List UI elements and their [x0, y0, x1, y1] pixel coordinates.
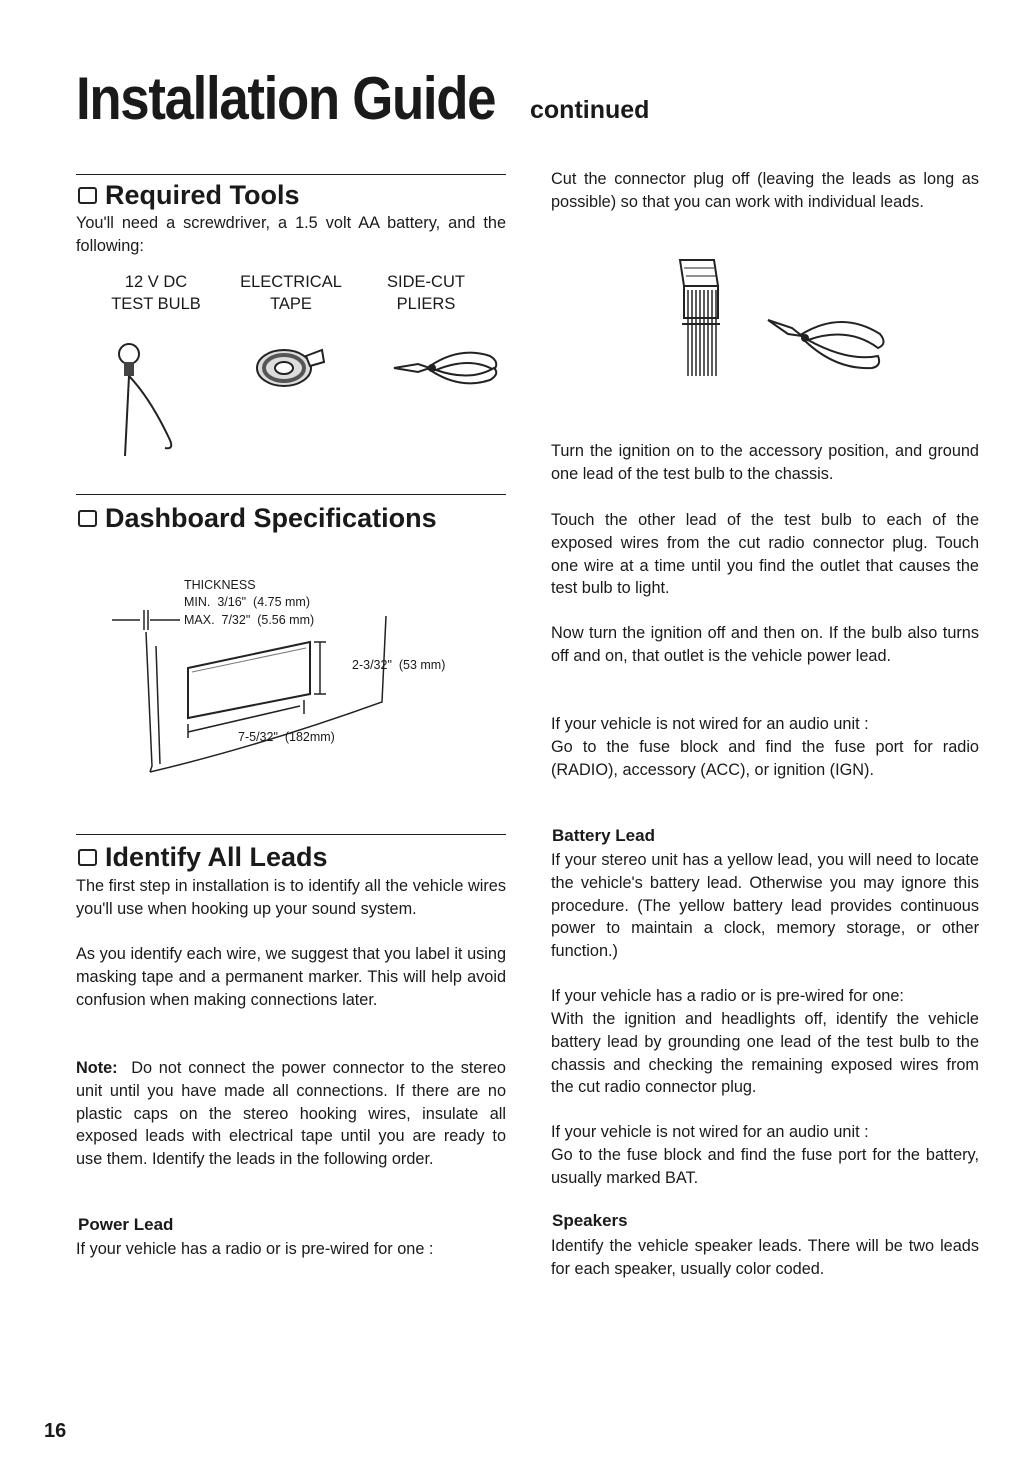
tool-label-line: TAPE	[270, 295, 312, 313]
thickness-max: MAX. 7/32" (5.56 mm)	[184, 613, 315, 627]
power-lead-heading: Power Lead	[78, 1215, 174, 1234]
touch-paragraph: Touch the other lead of the test bulb to each of the exposed wires from the cut radio connector plug. Touch one wire at a time until you find the outlet that causes the test bulb to light.	[551, 511, 979, 598]
now-paragraph: Now turn the ignition off and then on. If the bulb also turns off and on, that outlet is the vehicle power lead.	[551, 624, 979, 665]
required-tools-text: You'll need a screwdriver, a 1.5 volt AA battery, and the following:	[76, 214, 506, 255]
identify-paragraph-1: The first step in installation is to identify all the vehicle wires you'll use when hooking up your sound system.	[76, 877, 506, 918]
with-ignition-paragraph: With the ignition and headlights off, identify the vehicle battery lead by grounding one lead of the test bulb to the chassis and checking the remaining exposed wires from the cut radio connector plug.	[551, 1010, 979, 1097]
fuse-paragraph-1: Go to the fuse block and find the fuse port for radio (RADIO), accessory (ACC), or ignition (IGN).	[551, 738, 979, 779]
dashboard-heading	[78, 503, 437, 534]
thickness-min: MIN. 3/16" (4.75 mm)	[184, 595, 310, 609]
required-tools-title: Required Tools	[105, 180, 300, 210]
power-lead-text: If your vehicle has a radio or is pre-wired for one :	[76, 1240, 434, 1258]
section-rule	[76, 834, 506, 835]
dashboard-title: Dashboard Specifications	[105, 503, 437, 533]
fuse-paragraph-2: Go to the fuse block and find the fuse port for the battery, usually marked BAT.	[551, 1146, 979, 1187]
tool-label-test-bulb	[100, 271, 212, 315]
tool-label-pliers	[374, 271, 478, 315]
required-tools-heading	[78, 180, 300, 211]
pliers-icon	[390, 342, 502, 394]
section-rule	[76, 494, 506, 495]
width-dimension: 7-5/32" (182mm)	[238, 730, 335, 744]
tool-label-line: TEST BULB	[111, 295, 201, 313]
tool-label-electrical-tape	[228, 271, 354, 315]
note-text: Do not connect the power connector to the stereo unit until you have made all connections. If there are no plastic caps on the stereo hooking wires, insulate all exposed leads with electrical tape until you are ready to use them. Identify the leads in the following order.	[76, 1059, 506, 1169]
checkbox-icon	[78, 849, 97, 866]
page-number: 16	[44, 1420, 67, 1442]
identify-heading	[78, 842, 328, 873]
tool-label-line: 12 V DC	[124, 273, 188, 291]
not-wired-line-1: If your vehicle is not wired for an audio unit :	[551, 715, 869, 733]
pre-wired-line: If your vehicle has a radio or is pre-wired for one:	[551, 987, 904, 1005]
electrical-tape-icon	[254, 342, 330, 390]
battery-paragraph: If your stereo unit has a yellow lead, you will need to locate the vehicle's battery lead. Otherwise you may ignore this procedure. (The yellow battery lead provides continuous power to maintain a clock, memory storage, or other function.)	[551, 851, 979, 961]
section-rule	[76, 174, 506, 175]
battery-lead-heading: Battery Lead	[552, 826, 655, 845]
checkbox-icon	[78, 187, 97, 204]
tool-label-line: PLIERS	[396, 295, 456, 313]
title-continued: continued	[530, 96, 650, 124]
note-paragraph	[76, 1057, 506, 1171]
not-wired-line-2: If your vehicle is not wired for an audio unit :	[551, 1123, 869, 1141]
identify-title: Identify All Leads	[105, 842, 328, 872]
identify-paragraph-2: As you identify each wire, we suggest that you label it using masking tape and a permanent marker. This will help avoid confusion when making connections later.	[76, 945, 506, 1009]
speakers-heading: Speakers	[552, 1211, 628, 1230]
thickness-label: THICKNESS	[184, 578, 256, 592]
tool-label-line: SIDE-CUT	[387, 273, 465, 291]
pliers-icon	[762, 306, 890, 378]
connector-plug-icon	[674, 256, 724, 380]
note-label: Note:	[76, 1059, 118, 1077]
cut-paragraph: Cut the connector plug off (leaving the leads as long as possible) so that you can work with individual leads.	[551, 170, 979, 211]
speakers-paragraph: Identify the vehicle speaker leads. There will be two leads for each speaker, usually color coded.	[551, 1237, 979, 1278]
test-bulb-icon	[105, 338, 185, 460]
checkbox-icon	[78, 510, 97, 527]
tool-label-line: ELECTRICAL	[240, 273, 342, 291]
page-title: Installation Guide	[76, 65, 496, 132]
height-dimension: 2-3/32" (53 mm)	[352, 658, 446, 672]
turn-paragraph: Turn the ignition on to the accessory position, and ground one lead of the test bulb to the chassis.	[551, 442, 979, 483]
